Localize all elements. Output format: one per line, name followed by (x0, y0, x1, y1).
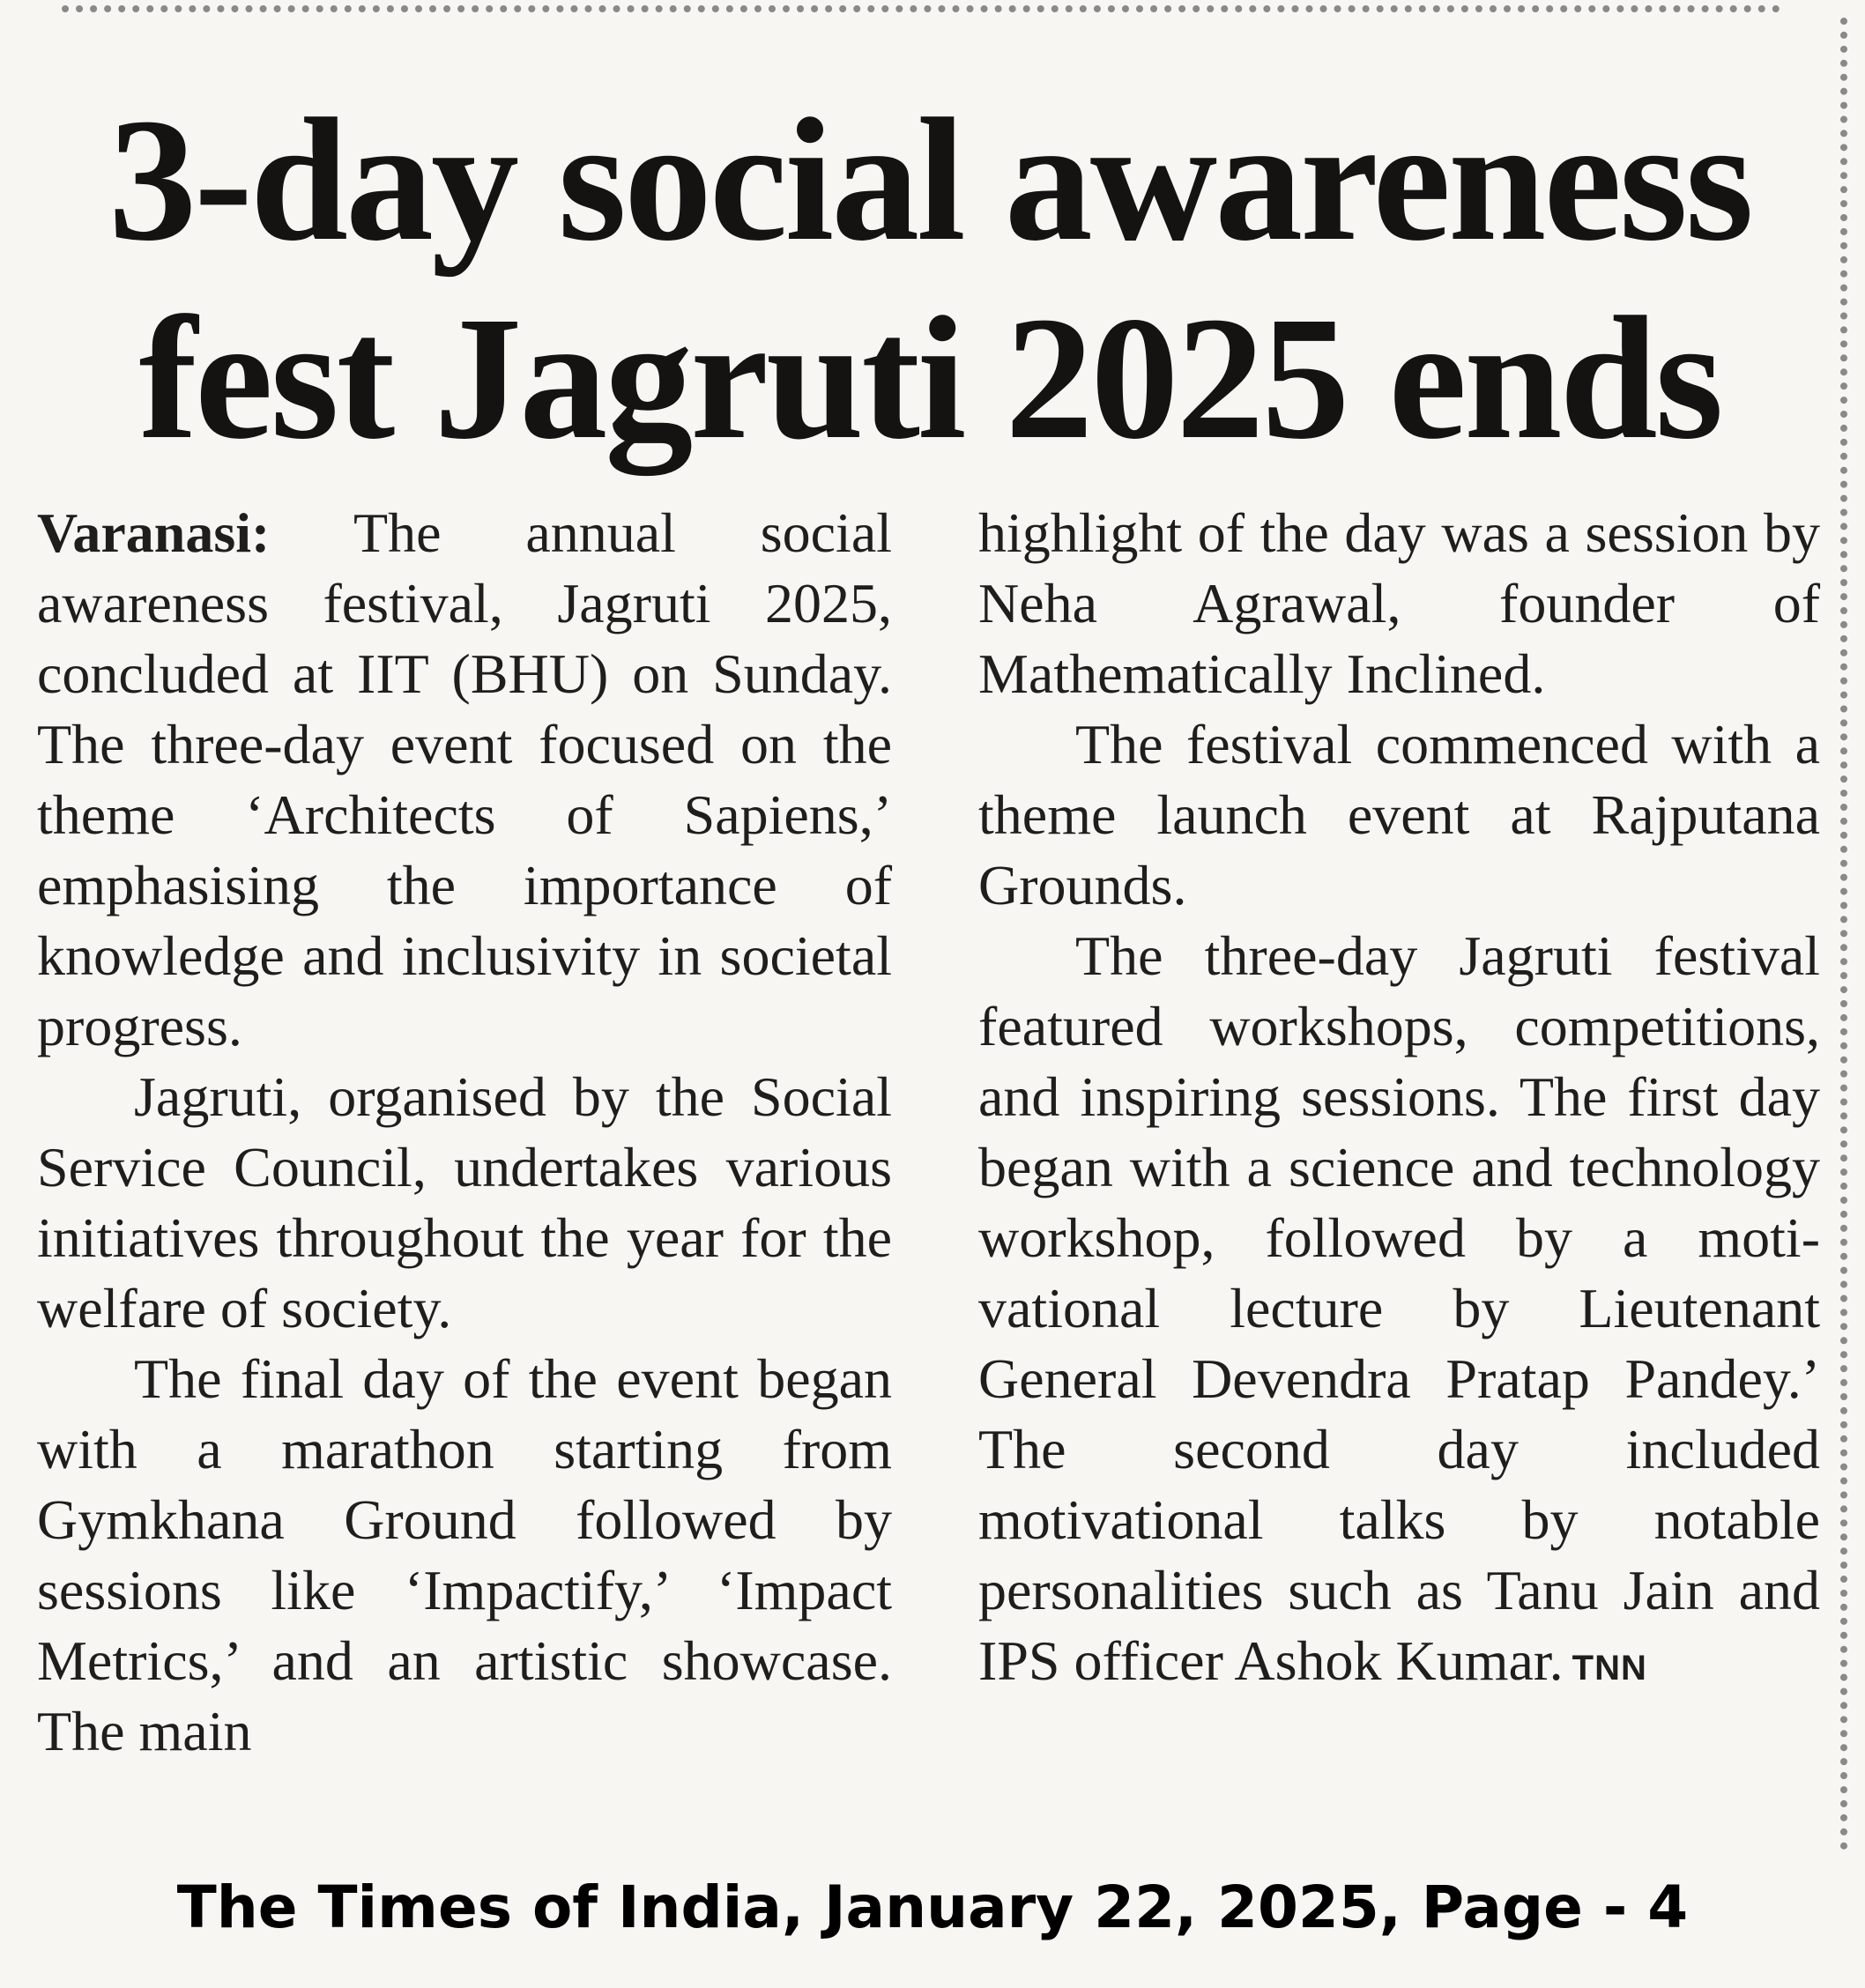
paragraph-1 (37, 498, 892, 1062)
paragraph-2: Jagruti, organised by the Social Service Council, undertakes various initiatives throughout the year for the welfare of society. (37, 1065, 892, 1339)
headline-line-2: fest Jagruti 2025 ends (138, 281, 1721, 476)
article-column-left (37, 498, 892, 1767)
article-column-right (978, 498, 1820, 1703)
dotted-cut-border-right (1840, 18, 1847, 1851)
dateline: Varanasi: (37, 501, 271, 564)
paragraph-1-body: The annual social awareness festival, Jagruti 2025, concluded at IIT (BHU) on Sunday. The three-day event focused on the theme ‘Architects of Sapiens,’ emphasising the importance of knowledge and inclusivity in societal progress. (37, 501, 892, 1057)
headline-line-1: 3-day social awareness (108, 83, 1751, 278)
article-headline (53, 81, 1807, 478)
paragraph-5-body: The three-day Jagruti festival featured workshops, competitions, and inspiring sessions. The first day began with a science and technology workshop, followed by a motivational lecture by Lieutenant General Devendra Pratap Pandey.’ The second day included motivational talks by notable personalities such as Tanu Jain and IPS officer Ashok Kumar. (978, 924, 1820, 1692)
paragraph-3-part-2: highlight of the day was a session by Neha Agrawal, founder of Mathematically Inclined. (978, 501, 1820, 705)
dotted-cut-border-top (62, 5, 1780, 12)
paragraph-3-part-1: The final day of the event began with a marathon starting from Gymkhana Ground followed by sessions like ‘Impactify,’ ‘Impact Metrics,’ and an artistic showcase. The main (37, 1347, 892, 1762)
agency-credit: TNN (1572, 1649, 1647, 1688)
source-caption: The Times of India, January 22, 2025, Page - 4 (176, 1873, 1689, 1941)
paragraph-4: The festival commenced with a theme launch event at Rajputana Grounds. (978, 713, 1820, 916)
paragraph-5 (978, 921, 1820, 1703)
